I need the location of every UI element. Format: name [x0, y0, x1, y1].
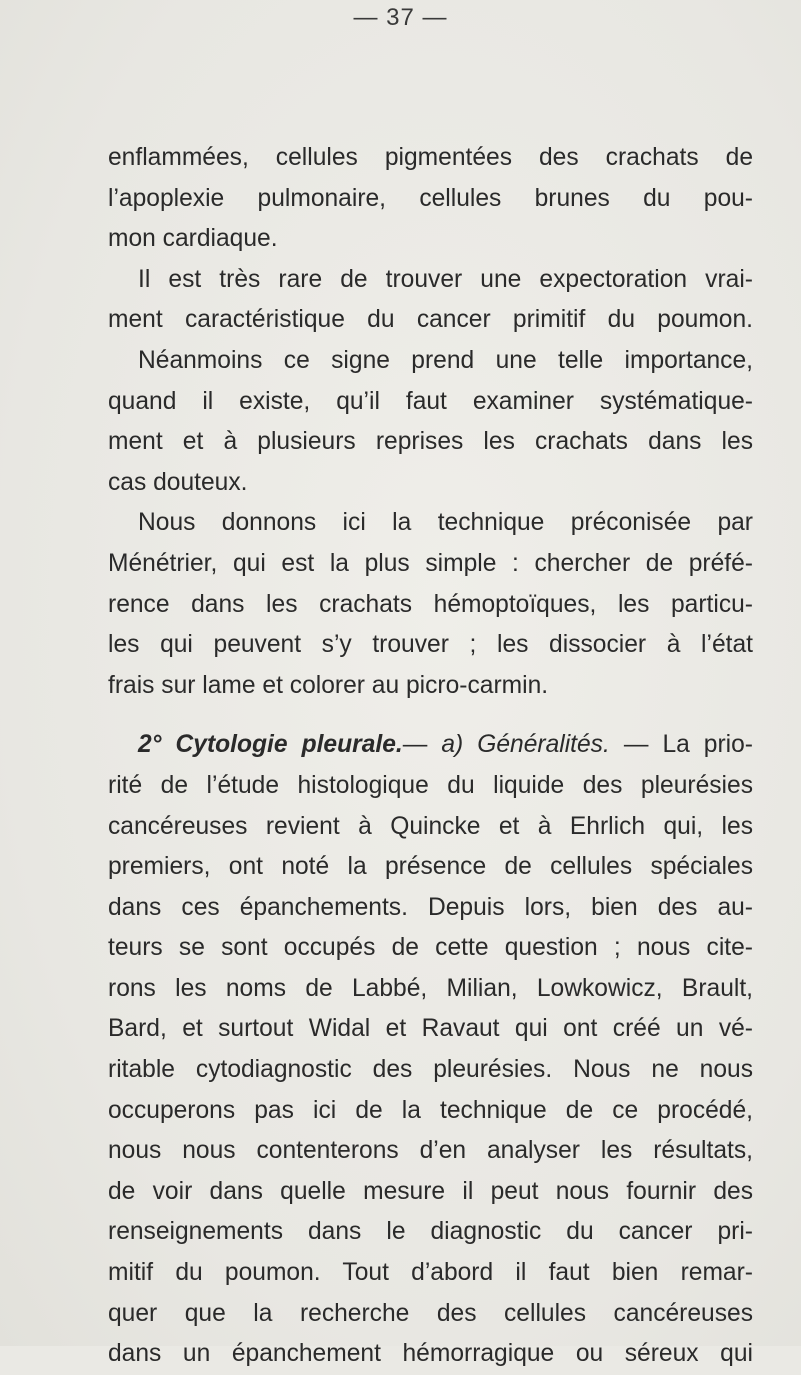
text-line: cas douteux.: [108, 468, 248, 496]
text-line: de voir dans quelle mesure il peut nous fournir des: [108, 1177, 753, 1205]
text-line: cancéreuses revient à Quincke et à Ehrlich qui, les: [108, 812, 753, 840]
section-title: Cytologie pleurale.: [175, 731, 403, 759]
text-line: teurs se sont occupés de cette question ; nous cite-: [108, 934, 753, 962]
text-line: mitif du poumon. Tout d’abord il faut bien remar-: [108, 1259, 753, 1287]
section-heading-line: [108, 725, 753, 766]
text-line: Néanmoins ce signe prend une telle importance,: [138, 346, 753, 374]
text-line: ment et à plusieurs reprises les crachats dans les: [108, 428, 753, 456]
text-line: Ménétrier, qui est la plus simple : chercher de préfé-: [108, 549, 753, 577]
text-line: Bard, et surtout Widal et Ravaut qui ont créé un vé-: [108, 1015, 753, 1043]
text-line: l’apoplexie pulmonaire, cellules brunes du pou-: [108, 184, 753, 212]
text-line: Il est très rare de trouver une expectoration vrai-: [138, 265, 753, 293]
text-line: rité de l’étude histologique du liquide des pleurésies: [108, 771, 753, 799]
text-line: quer que la recherche des cellules cancéreuses: [108, 1299, 753, 1327]
text-line: ritable cytodiagnostic des pleurésies. Nous ne nous: [108, 1056, 753, 1084]
text-line: dans un épanchement hémorragique ou séreux qui: [108, 1340, 753, 1368]
text-line: rence dans les crachats hémoptoïques, les particu-: [108, 590, 753, 618]
text-line: les qui peuvent s’y trouver ; les dissocier à l’état: [108, 631, 753, 659]
text-line: frais sur lame et colorer au picro-carmin.: [108, 671, 549, 699]
text-line: occuperons pas ici de la technique de ce procédé,: [108, 1096, 753, 1124]
text-line: dans ces épanchements. Depuis lors, bien des au-: [108, 893, 753, 921]
text-line: Nous donnons ici la technique préconisée par: [138, 509, 753, 537]
text-line: rons les noms de Labbé, Milian, Lowkowicz, Brault,: [108, 974, 753, 1002]
section-dash: —: [402, 731, 428, 759]
text-line: premiers, ont noté la présence de cellules spéciales: [108, 853, 753, 881]
body-text: [108, 138, 753, 1375]
text-line: ment caractéristique du cancer primitif du poumon.: [108, 306, 753, 334]
section-first-line-rest: — La prio-: [623, 731, 753, 759]
text-line: renseignements dans le diagnostic du cancer pri-: [108, 1218, 753, 1246]
text-line: enflammées, cellules pigmentées des crachats de: [108, 144, 753, 171]
text-line: mon cardiaque.: [108, 225, 278, 253]
section-number: 2°: [138, 731, 162, 759]
text-line: quand il existe, qu’il faut examiner systématique-: [108, 387, 753, 415]
text-line: nous nous contenterons d’en analyser les résultats,: [108, 1137, 753, 1165]
section-gap: [108, 706, 753, 725]
page-number: — 37 —: [353, 4, 448, 31]
section-subtitle: a) Généralités.: [441, 731, 610, 759]
